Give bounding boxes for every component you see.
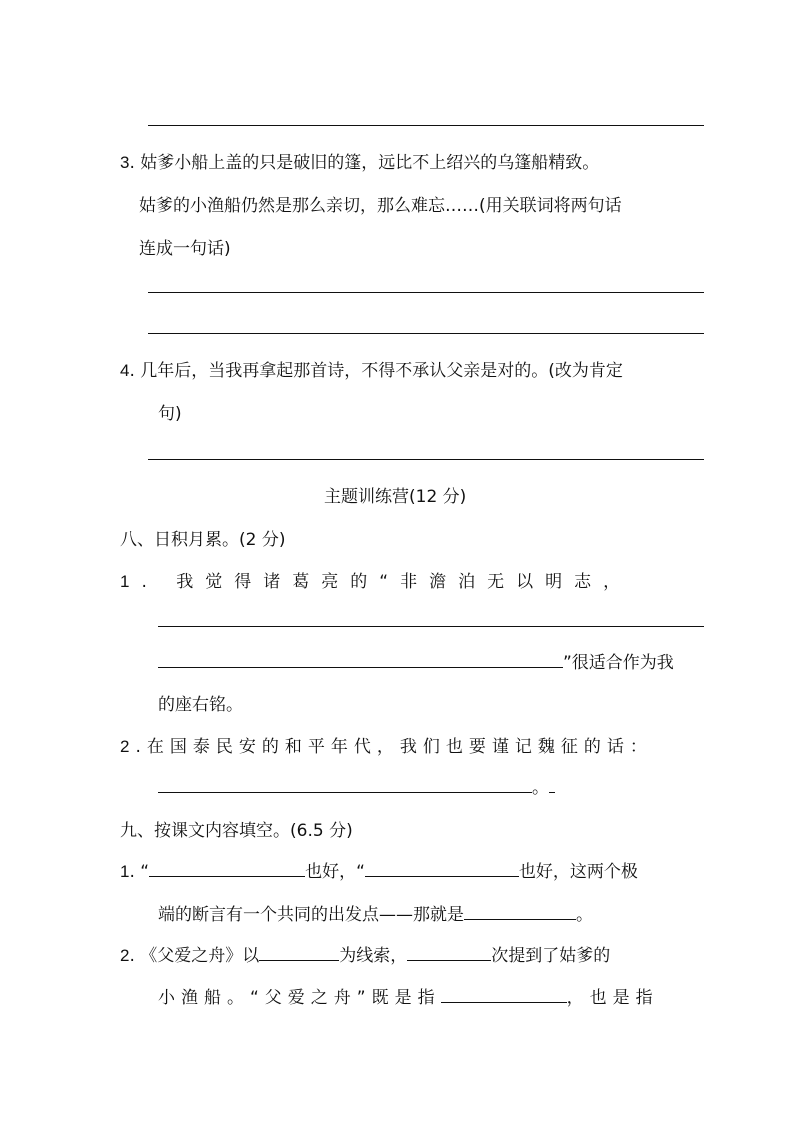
- fill-blank[interactable]: [365, 858, 519, 877]
- s8-question-2-line2: [158, 773, 555, 798]
- answer-line[interactable]: [158, 626, 704, 627]
- question-number: 4: [120, 361, 130, 380]
- question-3-line3: 连成一句话): [139, 239, 231, 259]
- question-4-line1: 4. 几年后，当我再拿起那首诗，不得不承认父亲是对的。(改为肯定: [120, 361, 623, 381]
- question-3-line2: 姑爹的小渔船仍然是那么亲切，那么难忘……(用关联词将两句话: [139, 196, 622, 216]
- fill-blank[interactable]: [158, 649, 563, 668]
- s8-question-1-line3: 的座右铭。: [158, 695, 243, 715]
- s9-question-1-line1: 1. “ 也好，“ 也好，这两个极: [120, 857, 638, 882]
- section-title: 主题训练营(12 分): [324, 487, 467, 507]
- s8-question-2-line1: 2.在国泰民安的和平年代，我们也要谨记魏征的话：: [120, 737, 653, 757]
- question-number: 3: [120, 153, 130, 172]
- fill-blank[interactable]: [149, 858, 305, 877]
- s9-question-2-line2: 小渔船。“父爱之舟”既是指 ，也是指: [158, 983, 659, 1008]
- answer-line[interactable]: [148, 125, 704, 126]
- question-number: 2: [120, 737, 136, 756]
- fill-blank[interactable]: [464, 901, 576, 920]
- question-4-line2: 句): [158, 404, 182, 424]
- question-number: 1: [120, 572, 142, 591]
- question-text: 几年后，当我再拿起那首诗，不得不承认父亲是对的。(改为肯定: [140, 361, 623, 381]
- fill-blank[interactable]: [407, 942, 491, 961]
- question-text: 。: [532, 778, 549, 798]
- s9-question-1-line2: 端的断言有一个共同的出发点——那就是 。: [158, 900, 593, 925]
- fill-blank[interactable]: [158, 774, 532, 793]
- fill-blank[interactable]: [259, 942, 339, 961]
- question-text: 在国泰民安的和平年代，我们也要谨记魏征的话：: [146, 737, 653, 757]
- question-text: 姑爹小船上盖的只是破旧的篷，远比不上绍兴的乌篷船精致。: [140, 153, 600, 173]
- section-8-heading: 八、日积月累。(2 分): [120, 530, 286, 550]
- section-9-heading: 九、按课文内容填空。(6.5 分): [120, 821, 353, 841]
- s8-question-1-line1: 1. 我觉得诸葛亮的“非澹泊无以明志，: [120, 572, 633, 592]
- answer-line[interactable]: [148, 459, 704, 460]
- question-text: 我觉得诸葛亮的“非澹泊无以明志，: [176, 572, 633, 592]
- s9-question-2-line1: 2. 《父爱之舟》以 为线索， 次提到了姑爹的: [120, 941, 610, 966]
- fill-blank-tail: [549, 774, 555, 793]
- question-3-line1: 3. 姑爹小船上盖的只是破旧的篷，远比不上绍兴的乌篷船精致。: [120, 153, 600, 173]
- question-text: ”很适合作为我: [563, 653, 674, 673]
- answer-line[interactable]: [148, 292, 704, 293]
- s8-question-1-line2: [158, 648, 674, 673]
- fill-blank[interactable]: [441, 984, 567, 1003]
- answer-line[interactable]: [148, 333, 704, 334]
- question-number: 2: [120, 946, 130, 965]
- question-number: 1: [120, 862, 130, 881]
